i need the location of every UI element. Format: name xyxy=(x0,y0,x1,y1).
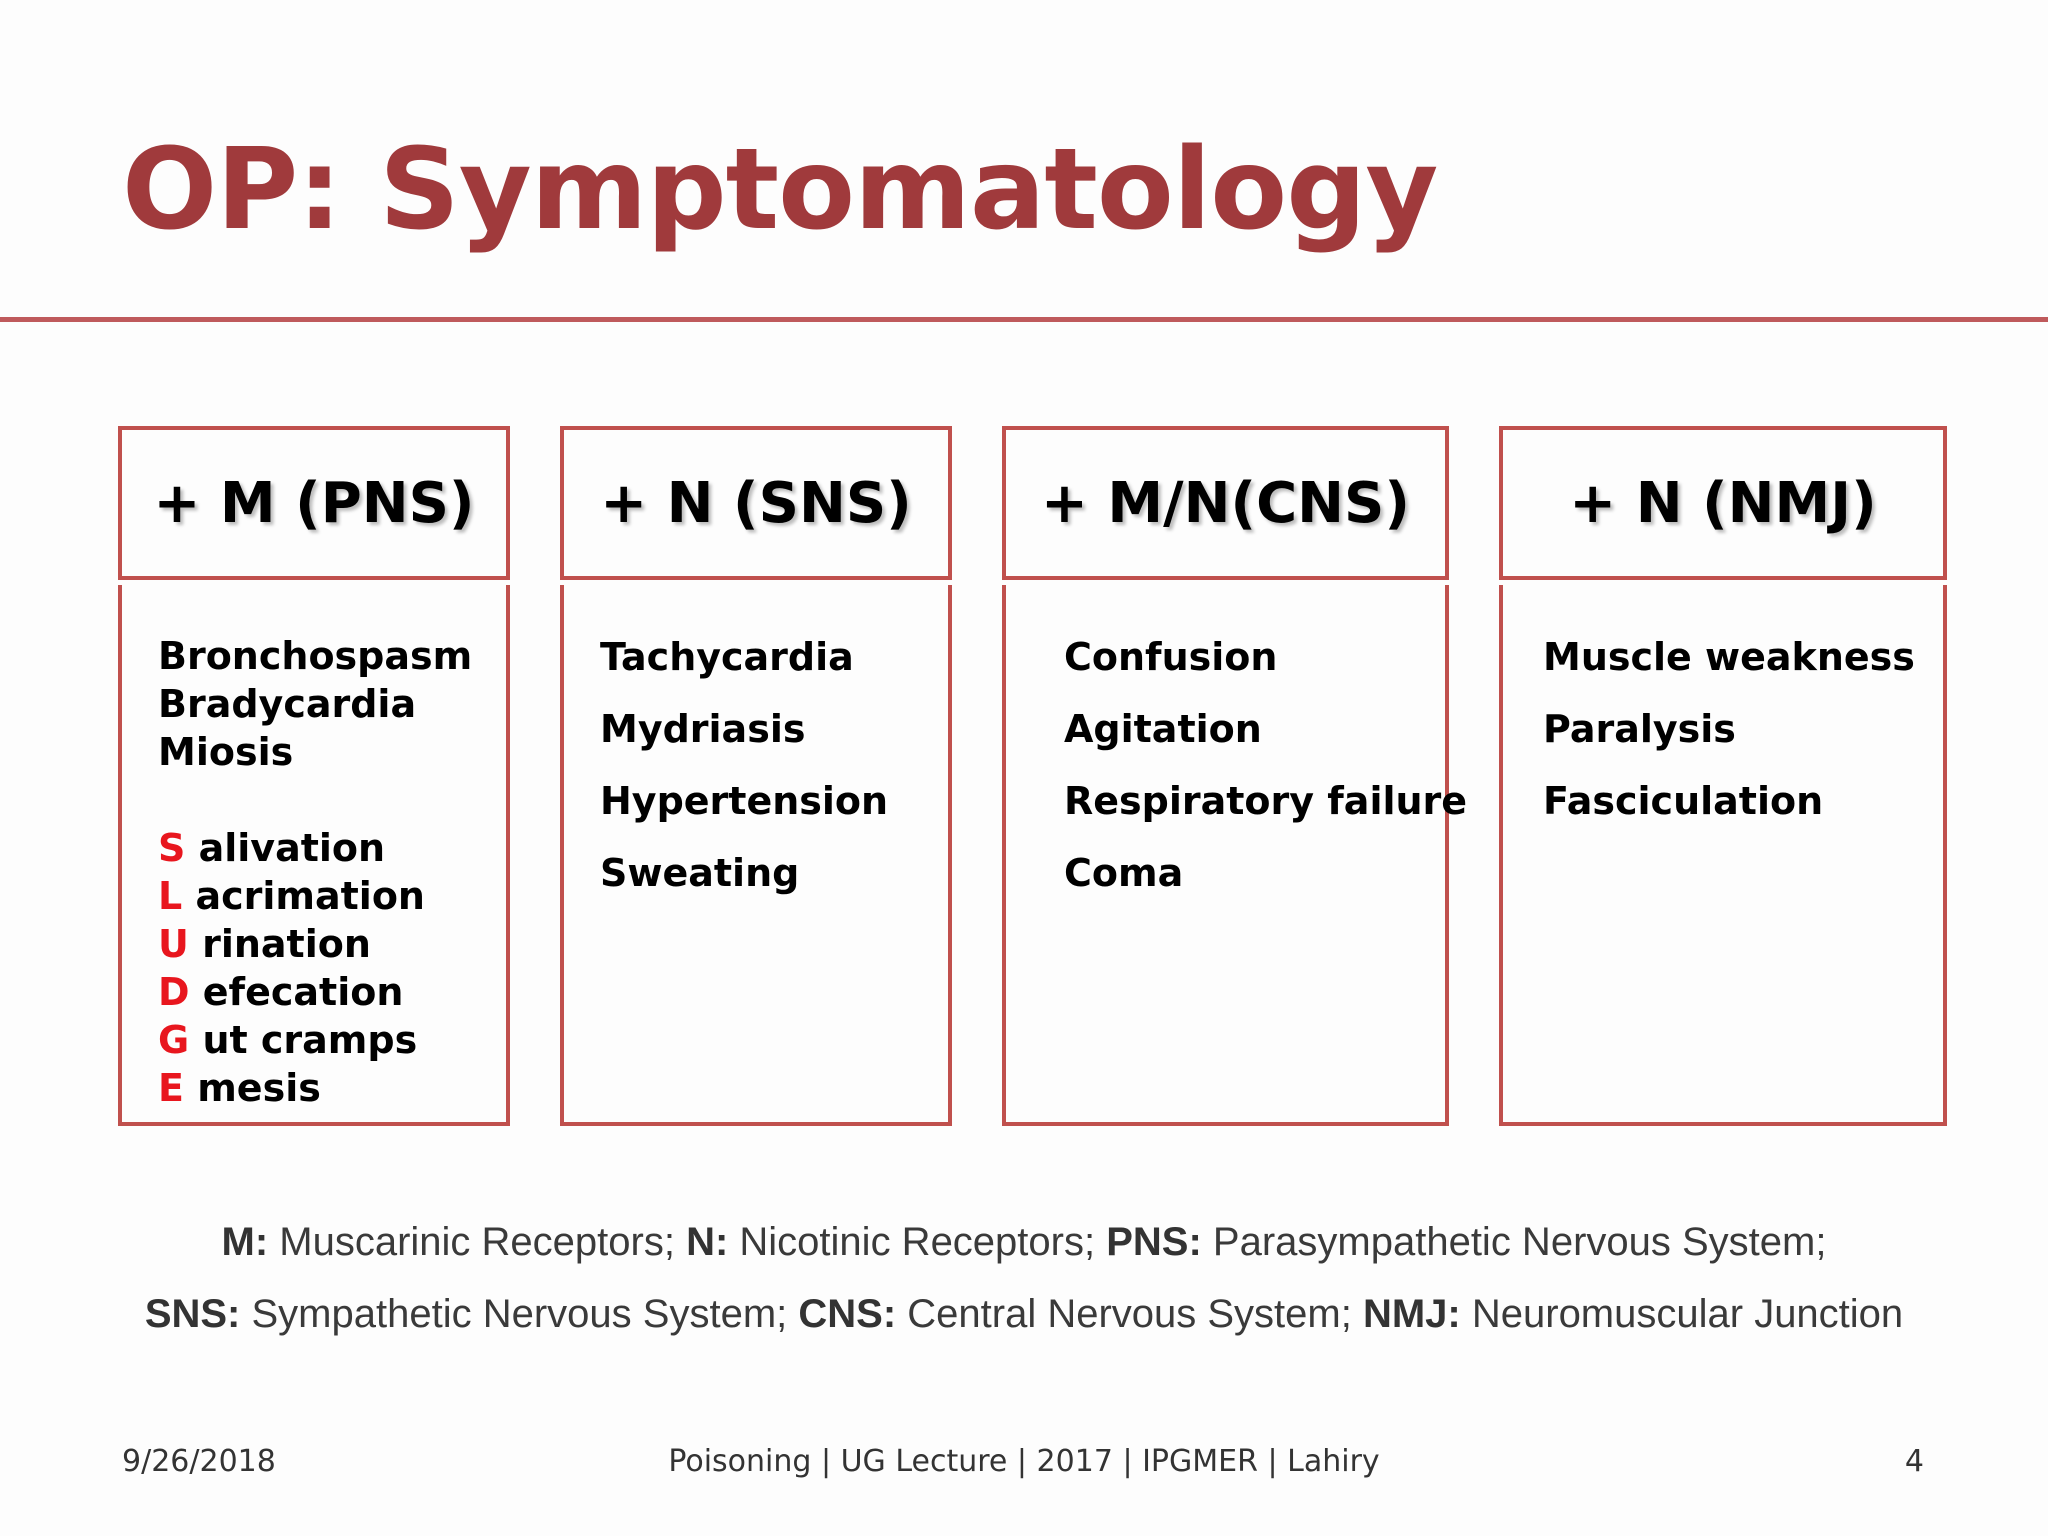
legend-line-1 xyxy=(0,1220,2048,1265)
legend-text: Central Nervous System; xyxy=(896,1292,1363,1336)
acronym-rest: alivation xyxy=(198,826,386,870)
legend-line-2 xyxy=(0,1292,2048,1337)
nmj-symptom-list xyxy=(1543,621,1915,837)
slide-title: OP: Symptomatology xyxy=(122,125,1438,255)
footer-date: 9/26/2018 xyxy=(122,1444,276,1479)
list-spacer xyxy=(158,776,472,824)
cns-symptom-list xyxy=(1064,621,1467,909)
list-item: Miosis xyxy=(158,730,294,774)
column-sns xyxy=(560,426,952,1126)
list-item: Confusion xyxy=(1064,635,1278,679)
column-body-pns xyxy=(118,585,510,1126)
list-item: Muscle weakness xyxy=(1543,635,1915,679)
column-body-nmj xyxy=(1499,585,1947,1126)
legend-text: Parasympathetic Nervous System; xyxy=(1201,1220,1827,1264)
legend-abbr: M: xyxy=(221,1220,269,1264)
footer-center: Poisoning | UG Lecture | 2017 | IPGMER | Lahiry xyxy=(668,1444,1380,1479)
column-body-cns xyxy=(1002,585,1468,1126)
legend-abbr: N: xyxy=(686,1220,729,1264)
acronym-item xyxy=(158,1016,472,1064)
list-item: Agitation xyxy=(1064,707,1262,751)
acronym-rest: ut cramps xyxy=(202,1018,418,1062)
acronym-rest: efecation xyxy=(202,970,404,1014)
column-header-pns: + M (PNS) xyxy=(118,426,510,580)
slide-number: 4 xyxy=(1904,1444,1924,1479)
acronym-rest: acrimation xyxy=(195,874,425,918)
list-item: Bronchospasm xyxy=(158,634,473,678)
acronym-letter: G xyxy=(158,1018,190,1062)
legend-abbr: CNS: xyxy=(798,1292,897,1336)
acronym-item xyxy=(158,824,472,872)
column-pns xyxy=(118,426,510,1126)
column-cns xyxy=(1002,426,1468,1126)
column-header-cns: + M/N(CNS) xyxy=(1002,426,1449,580)
column-header-sns: + N (SNS) xyxy=(560,426,952,580)
legend-abbr: SNS: xyxy=(144,1292,241,1336)
list-item: Mydriasis xyxy=(600,707,806,751)
column-nmj xyxy=(1499,426,1947,1126)
legend-text: Muscarinic Receptors; xyxy=(268,1220,687,1264)
pns-symptom-list xyxy=(158,632,472,1112)
acronym-letter: L xyxy=(158,874,183,918)
list-item: Tachycardia xyxy=(600,635,854,679)
list-item: Paralysis xyxy=(1543,707,1736,751)
acronym-item xyxy=(158,968,472,1016)
sns-symptom-list xyxy=(600,621,888,909)
legend-abbr: PNS: xyxy=(1106,1220,1202,1264)
acronym-rest: rination xyxy=(202,922,371,966)
acronym-letter: S xyxy=(158,826,186,870)
acronym-rest: mesis xyxy=(197,1066,321,1110)
list-item: Respiratory failure xyxy=(1064,779,1468,823)
legend-text: Neuromuscular Junction xyxy=(1460,1292,1904,1336)
legend-text: Sympathetic Nervous System; xyxy=(240,1292,799,1336)
list-item: Coma xyxy=(1064,851,1184,895)
acronym-letter: D xyxy=(158,970,190,1014)
list-item: Hypertension xyxy=(600,779,889,823)
acronym-item xyxy=(158,872,472,920)
acronym-item xyxy=(158,920,472,968)
acronym-letter: U xyxy=(158,922,189,966)
acronym-letter: E xyxy=(158,1066,184,1110)
list-item: Fasciculation xyxy=(1543,779,1824,823)
list-item: Sweating xyxy=(600,851,800,895)
list-item: Bradycardia xyxy=(158,682,417,726)
title-divider xyxy=(0,317,2048,322)
acronym-item xyxy=(158,1064,472,1112)
column-body-sns xyxy=(560,585,952,1126)
legend-abbr: NMJ: xyxy=(1362,1292,1461,1336)
legend-text: Nicotinic Receptors; xyxy=(728,1220,1107,1264)
column-header-nmj: + N (NMJ) xyxy=(1499,426,1947,580)
